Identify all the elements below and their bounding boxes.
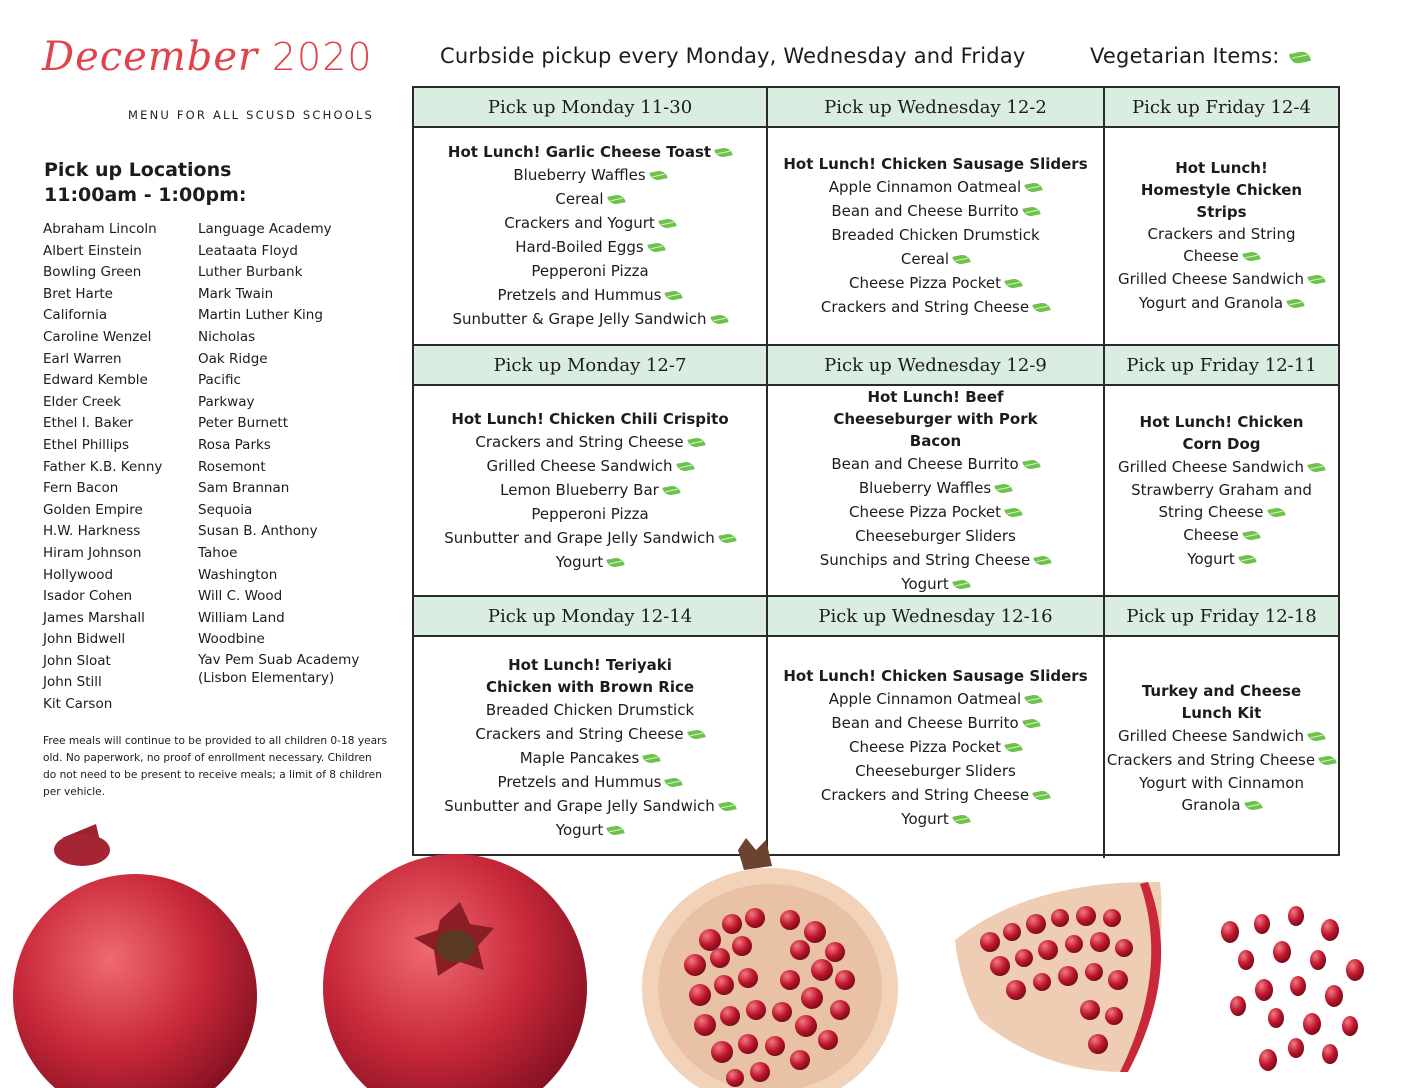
leaf-icon	[952, 253, 970, 265]
menu-item-label: Lemon Blueberry Bar	[500, 480, 659, 499]
leaf-icon	[606, 556, 624, 568]
menu-item-label: Grilled Cheese Sandwich	[1118, 270, 1304, 288]
menu-item-label: Grilled Cheese Sandwich	[486, 456, 673, 475]
menu-item-label: Bean and Cheese Burrito	[831, 202, 1019, 220]
leaf-icon	[1318, 754, 1336, 766]
menu-item	[504, 211, 676, 235]
leaf-icon	[952, 578, 970, 590]
menu-item	[1122, 479, 1322, 523]
menu-item-label: Apple Cinnamon Oatmeal	[828, 689, 1022, 708]
leaf-icon	[607, 193, 625, 205]
locations-heading-hours: 11:00am - 1:00pm:	[44, 184, 247, 206]
location-item: Woodbine	[198, 631, 265, 648]
menu-item-label: Crackers and Yogurt	[504, 214, 655, 232]
day-header: Pick up Monday 12-7	[414, 346, 768, 386]
location-item: John Still	[43, 674, 102, 691]
location-item: John Bidwell	[43, 631, 126, 648]
menu-item	[829, 175, 1042, 199]
menu-item	[901, 572, 969, 596]
location-item: Mark Twain	[198, 285, 274, 302]
menu-item-label: Hard-Boiled Eggs	[515, 238, 644, 256]
leaf-icon	[994, 482, 1012, 494]
menu-grid	[412, 86, 1340, 856]
leaf-icon	[1307, 730, 1325, 742]
location-item: Edward Kemble	[43, 372, 148, 389]
menu-cell	[414, 386, 768, 597]
menu-item-label: Cheese Pizza Pocket	[848, 737, 1002, 756]
leaf-icon	[647, 241, 665, 253]
location-item: Elder Creek	[43, 393, 122, 410]
menu-cell	[768, 386, 1105, 597]
location-item: Fern Bacon	[43, 480, 119, 497]
menu-item-label: Yogurt	[555, 820, 604, 839]
free-meals-note: Free meals will continue to be provided to all children 0-18 years old. No paperwork, no proof of enrollment necessary. Children do not need to be present to receive meals; a limit of 8 children per vehicle.	[43, 735, 387, 798]
menu-item	[1122, 772, 1322, 816]
menu-item	[498, 283, 683, 307]
menu-item	[831, 452, 1039, 476]
day-header: Pick up Monday 12-14	[414, 597, 768, 637]
menu-item	[487, 454, 694, 478]
menu-item	[531, 502, 648, 526]
menu-item-label: Sunbutter and Grape Jelly Sandwich	[444, 796, 715, 815]
menu-item-label: Cheeseburger Sliders	[855, 761, 1016, 780]
leaf-icon	[687, 436, 705, 448]
leaf-icon	[1290, 50, 1312, 65]
leaf-icon	[714, 146, 732, 158]
menu-item	[859, 476, 1012, 500]
menu-item	[475, 430, 704, 454]
pomegranate-whole-1	[13, 824, 257, 1088]
location-item: Rosa Parks	[198, 436, 271, 453]
menu-item	[820, 548, 1052, 572]
hot-lunch-label: Hot Lunch! Chicken Sausage Sliders	[783, 155, 1088, 173]
leaf-icon	[718, 800, 736, 812]
location-item: H.W. Harkness	[43, 523, 141, 540]
vegetarian-legend	[1090, 44, 1310, 68]
leaf-icon	[1022, 458, 1040, 470]
leaf-icon	[1032, 789, 1050, 801]
leaf-icon	[1267, 506, 1285, 518]
menu-item-label: Crackers and String Cheese	[820, 785, 1030, 804]
location-item: Language Academy	[198, 221, 332, 237]
menu-item-label: Sunbutter & Grape Jelly Sandwich	[452, 310, 707, 328]
location-item: Golden Empire	[43, 501, 143, 518]
leaf-icon	[710, 313, 728, 325]
hot-lunch-item	[475, 654, 705, 698]
location-item: Albert Einstein	[43, 242, 142, 259]
pomegranate-half	[642, 838, 898, 1088]
menu-item-label: Apple Cinnamon Oatmeal	[828, 178, 1022, 196]
location-item: Earl Warren	[43, 350, 122, 367]
leaf-icon	[1034, 554, 1052, 566]
leaf-icon	[1004, 506, 1022, 518]
menu-item	[901, 247, 970, 271]
menu-item	[500, 478, 680, 502]
menu-item	[1187, 547, 1255, 571]
location-item: William Land	[198, 609, 285, 626]
location-item: Hollywood	[43, 566, 114, 583]
menu-item-label: Sunchips and String Cheese	[819, 550, 1031, 569]
leaf-icon	[1024, 693, 1042, 705]
menu-item-label: Yogurt	[901, 574, 949, 593]
menu-item-label: Yogurt	[555, 552, 604, 571]
menu-item	[849, 271, 1022, 295]
menu-item	[556, 550, 624, 574]
day-header: Pick up Wednesday 12-9	[768, 346, 1105, 386]
hot-lunch-item	[783, 665, 1087, 687]
menu-item	[1118, 724, 1325, 748]
day-header: Pick up Friday 12-18	[1105, 597, 1338, 637]
menu-item-label: Crackers and String Cheese	[1106, 750, 1316, 769]
menu-item-label: Pretzels and Hummus	[497, 286, 662, 304]
location-item: Ethel I. Baker	[43, 415, 134, 432]
location-item: Pacific	[198, 372, 241, 389]
leaf-icon	[658, 217, 676, 229]
page-title: December 2020	[42, 34, 373, 80]
menu-item-label: Breaded Chicken Drumstick	[485, 700, 695, 719]
curbside-banner: Curbside pickup every Monday, Wednesday and Friday	[440, 44, 1026, 68]
locations-list-2	[198, 219, 359, 687]
location-item: Nicholas	[198, 328, 256, 345]
leaf-icon	[1307, 273, 1325, 285]
location-item: Father K.B. Kenny	[43, 458, 163, 475]
leaf-icon	[687, 728, 705, 740]
menu-item-label: Breaded Chicken Drumstick	[831, 226, 1040, 244]
hot-lunch-label: Hot Lunch! Garlic Cheese Toast	[447, 143, 712, 161]
leaf-icon	[1022, 205, 1040, 217]
menu-item	[1107, 748, 1336, 772]
menu-item-label: Pretzels and Hummus	[497, 772, 662, 791]
menu-item	[849, 500, 1022, 524]
hot-lunch-label: Hot Lunch! Chicken Chili Crispito	[451, 409, 729, 428]
leaf-icon	[1286, 297, 1304, 309]
pomegranate-seeds	[1221, 906, 1364, 1071]
menu-item-label: Strawberry Graham and String Cheese	[1131, 480, 1312, 521]
location-item: Oak Ridge	[198, 350, 268, 367]
location-item: Rosemont	[198, 458, 266, 475]
location-item: California	[43, 307, 108, 324]
menu-item	[486, 698, 694, 722]
menu-item-label: Pepperoni Pizza	[531, 504, 649, 523]
menu-cell	[414, 128, 768, 346]
menu-item	[1118, 267, 1325, 291]
leaf-icon	[1238, 553, 1256, 565]
menu-item	[849, 735, 1022, 759]
leaf-icon	[1242, 529, 1260, 541]
menu-item	[855, 759, 1016, 783]
menu-item-label: Grilled Cheese Sandwich	[1118, 726, 1304, 745]
pomegranate-wedge	[955, 882, 1162, 1072]
menu-cell	[1105, 386, 1338, 597]
hot-lunch-label: Hot Lunch! Beef Cheeseburger with Pork Bacon	[833, 387, 1038, 450]
menu-item	[515, 235, 664, 259]
menu-cell	[768, 128, 1105, 346]
menu-item	[1122, 223, 1322, 267]
location-item: Sequoia	[198, 501, 253, 518]
hot-lunch-item	[1132, 411, 1312, 455]
location-item: Yav Pem Suab Academy	[198, 651, 360, 668]
hot-lunch-label: Turkey and Cheese Lunch Kit	[1141, 681, 1302, 722]
leaf-icon	[665, 289, 683, 301]
hot-lunch-item	[451, 408, 728, 430]
menu-item	[475, 722, 704, 746]
location-item: Kit Carson	[43, 696, 113, 713]
leaf-icon	[643, 752, 661, 764]
location-item: Abraham Lincoln	[43, 221, 157, 237]
menu-item-label: Cheese Pizza Pocket	[848, 274, 1002, 292]
menu-item	[498, 770, 683, 794]
menu-item	[444, 526, 736, 550]
leaf-icon	[1032, 301, 1050, 313]
menu-item-label: Pepperoni Pizza	[531, 262, 649, 280]
hot-lunch-label: Hot Lunch! Chicken Sausage Sliders	[783, 666, 1088, 685]
hot-lunch-item	[1132, 680, 1312, 724]
leaf-icon	[662, 484, 680, 496]
location-item: Bret Harte	[43, 285, 113, 302]
menu-item-label: Grilled Cheese Sandwich	[1118, 457, 1304, 476]
menu-item-label: Crackers and String Cheese	[1147, 225, 1296, 265]
leaf-icon	[1307, 461, 1325, 473]
menu-item	[1118, 455, 1325, 479]
menu-item-label: Yogurt	[1187, 549, 1235, 568]
locations-list-1	[43, 219, 162, 716]
vegetarian-legend-label: Vegetarian Items:	[1090, 44, 1280, 68]
day-header: Pick up Wednesday 12-16	[768, 597, 1105, 637]
location-item: James Marshall	[43, 609, 145, 626]
day-header: Pick up Monday 11-30	[414, 88, 768, 128]
page-subtitle: MENU FOR ALL SCUSD SCHOOLS	[128, 108, 375, 122]
leaf-icon	[1242, 250, 1260, 262]
location-item: Luther Burbank	[198, 264, 303, 281]
menu-item	[829, 687, 1042, 711]
hot-lunch-item	[448, 141, 732, 163]
pomegranate-whole-2	[323, 854, 587, 1088]
location-item: Washington	[198, 566, 278, 583]
day-header: Pick up Friday 12-4	[1105, 88, 1338, 128]
leaf-icon	[1244, 799, 1262, 811]
leaf-icon	[665, 776, 683, 788]
menu-item-label: Bean and Cheese Burrito	[831, 454, 1019, 473]
location-item: Sam Brannan	[198, 480, 290, 497]
day-header: Pick up Wednesday 12-2	[768, 88, 1105, 128]
menu-item-label: Maple Pancakes	[519, 748, 640, 767]
hot-lunch-item	[1132, 157, 1312, 223]
menu-item-label: Cheese	[1183, 525, 1239, 544]
menu-item	[513, 163, 666, 187]
locations-heading	[44, 158, 246, 208]
leaf-icon	[718, 532, 736, 544]
menu-item-label: Bean and Cheese Burrito	[831, 713, 1019, 732]
hot-lunch-label: Hot Lunch! Teriyaki Chicken with Brown Rice	[485, 655, 695, 696]
menu-item-label: Crackers and String Cheese	[475, 724, 684, 743]
menu-item	[831, 199, 1039, 223]
menu-cell	[1105, 128, 1338, 346]
leaf-icon	[676, 460, 694, 472]
menu-item-label: Yogurt and Granola	[1138, 294, 1284, 312]
menu-item	[831, 223, 1039, 247]
menu-item	[452, 307, 727, 331]
location-item: Martin Luther King	[198, 307, 323, 324]
menu-item	[821, 295, 1050, 319]
menu-item-label: Cereal	[900, 250, 950, 268]
menu-item-label: Yogurt with Cinnamon Granola	[1139, 773, 1304, 814]
location-item: Peter Burnett	[198, 415, 288, 432]
location-item: Caroline Wenzel	[43, 328, 152, 345]
menu-item-label: Blueberry Waffles	[513, 166, 646, 184]
menu-item-label: Blueberry Waffles	[858, 478, 992, 497]
pomegranate-illustration	[0, 820, 1408, 1088]
menu-item-label: Yogurt	[901, 809, 949, 828]
location-item: John Sloat	[43, 652, 111, 669]
location-item: Bowling Green	[43, 264, 142, 281]
hot-lunch-item	[783, 153, 1087, 175]
location-item: Tahoe	[198, 544, 238, 561]
menu-item-label: Crackers and String Cheese	[475, 432, 684, 451]
location-item: Leataata Floyd	[198, 242, 298, 259]
location-item: Hiram Johnson	[43, 544, 142, 561]
menu-item-label: Cheese Pizza Pocket	[848, 502, 1002, 521]
menu-item	[1183, 523, 1259, 547]
location-item: Ethel Phillips	[43, 436, 130, 453]
location-item: Parkway	[198, 393, 255, 410]
location-item: (Lisbon Elementary)	[198, 669, 335, 686]
location-item: Will C. Wood	[198, 588, 283, 605]
leaf-icon	[649, 169, 667, 181]
menu-item-label: Crackers and String Cheese	[820, 298, 1030, 316]
leaf-icon	[1024, 181, 1042, 193]
menu-item-label: Cereal	[555, 190, 604, 208]
menu-item	[855, 524, 1016, 548]
leaf-icon	[1004, 277, 1022, 289]
menu-item	[531, 259, 648, 283]
menu-item	[555, 187, 624, 211]
hot-lunch-label: Hot Lunch! Chicken Corn Dog	[1139, 412, 1304, 453]
menu-item-label: Sunbutter and Grape Jelly Sandwich	[444, 528, 715, 547]
locations-heading-title: Pick up Locations	[44, 159, 232, 181]
location-item: Isador Cohen	[43, 588, 133, 605]
menu-item	[520, 746, 661, 770]
menu-item	[831, 711, 1039, 735]
menu-item-label: Cheeseburger Sliders	[855, 526, 1016, 545]
leaf-icon	[1004, 741, 1022, 753]
menu-item	[821, 783, 1050, 807]
hot-lunch-item	[821, 386, 1051, 452]
day-header: Pick up Friday 12-11	[1105, 346, 1338, 386]
menu-item	[1139, 291, 1304, 315]
location-item: Susan B. Anthony	[198, 523, 318, 540]
leaf-icon	[1022, 717, 1040, 729]
hot-lunch-label: Hot Lunch! Homestyle Chicken Strips	[1140, 159, 1303, 221]
menu-item	[444, 794, 736, 818]
